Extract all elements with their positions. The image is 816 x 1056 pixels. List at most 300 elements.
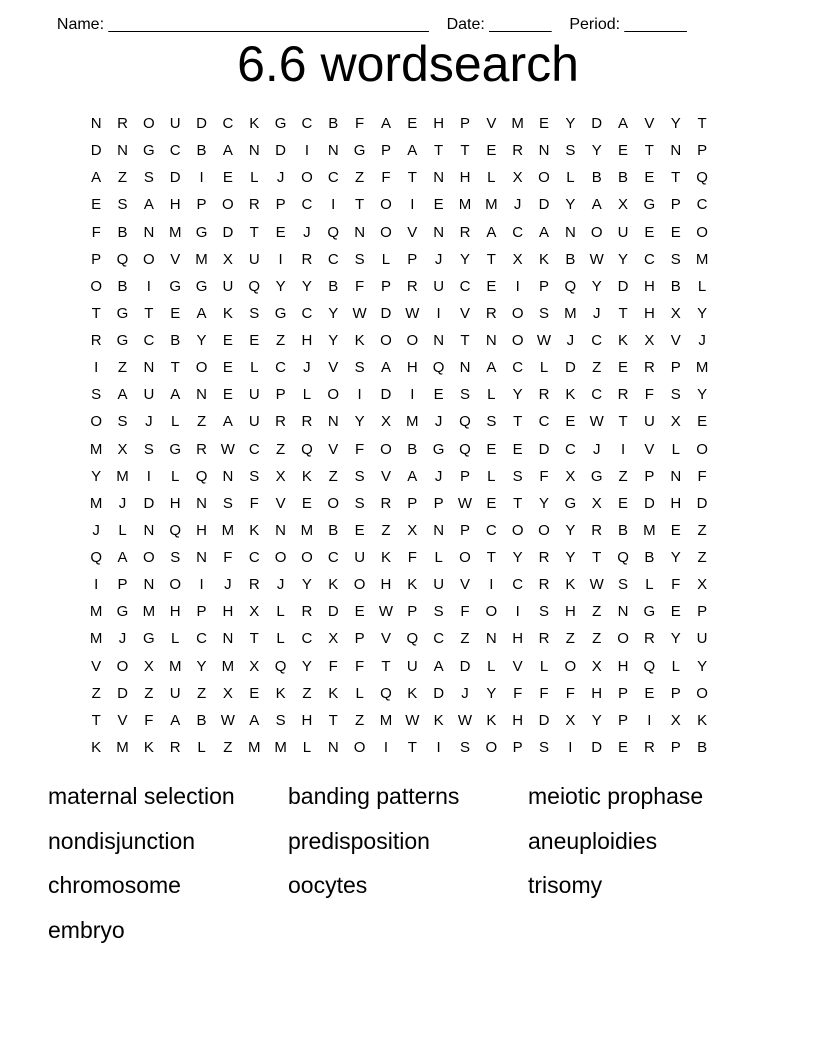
grid-letter[interactable]: Z [565, 630, 575, 648]
grid-letter[interactable]: I [357, 386, 362, 404]
grid-letter[interactable]: X [249, 657, 260, 675]
grid-letter[interactable]: F [539, 684, 549, 702]
grid-letter[interactable]: X [275, 467, 286, 485]
grid-letter[interactable]: H [670, 494, 682, 512]
grid-letter[interactable]: Z [223, 738, 233, 756]
grid-letter[interactable]: E [222, 332, 233, 349]
grid-letter[interactable]: O [511, 332, 524, 349]
grid-letter[interactable]: K [249, 521, 260, 539]
grid-letter[interactable]: U [354, 549, 366, 566]
grid-letter[interactable]: R [538, 386, 550, 404]
grid-letter[interactable]: T [249, 630, 259, 648]
grid-letter[interactable]: L [671, 657, 680, 675]
grid-letter[interactable]: A [486, 359, 497, 377]
grid-letter[interactable]: W [457, 494, 473, 512]
grid-letter[interactable]: F [355, 440, 365, 458]
grid-letter[interactable]: L [671, 440, 680, 458]
grid-letter[interactable]: R [485, 304, 497, 322]
grid-letter[interactable]: P [618, 684, 629, 702]
grid-letter[interactable]: F [460, 603, 470, 621]
grid-letter[interactable]: G [353, 142, 366, 160]
grid-letter[interactable]: K [407, 684, 418, 702]
grid-letter[interactable]: F [513, 684, 523, 702]
grid-letter[interactable]: Z [592, 359, 602, 377]
grid-letter[interactable]: R [275, 413, 286, 431]
grid-letter[interactable]: G [195, 223, 208, 241]
grid-letter[interactable]: T [407, 738, 417, 756]
grid-letter[interactable]: R [248, 196, 260, 214]
grid-letter[interactable]: W [589, 576, 604, 594]
grid-letter[interactable]: S [618, 576, 629, 594]
grid-letter[interactable]: I [620, 440, 626, 458]
grid-letter[interactable]: L [250, 169, 259, 187]
grid-letter[interactable]: B [196, 142, 207, 160]
grid-letter[interactable]: J [434, 250, 443, 268]
grid-letter[interactable]: F [644, 386, 654, 404]
grid-letter[interactable]: X [670, 413, 681, 431]
grid-letter[interactable]: T [434, 142, 444, 160]
grid-letter[interactable]: J [118, 630, 127, 648]
grid-letter[interactable]: H [406, 359, 418, 377]
grid-letter[interactable]: M [695, 250, 709, 268]
grid-letter[interactable]: X [222, 250, 233, 268]
grid-letter[interactable]: P [697, 603, 708, 621]
date-field-label[interactable]: Date: _______ [446, 16, 552, 33]
grid-letter[interactable]: J [276, 169, 285, 187]
grid-letter[interactable]: C [696, 196, 708, 214]
grid-letter[interactable]: Y [539, 494, 550, 512]
grid-letter[interactable]: N [433, 223, 445, 241]
grid-letter[interactable]: N [433, 169, 445, 187]
grid-letter[interactable]: H [512, 630, 524, 648]
grid-letter[interactable]: N [222, 630, 234, 648]
grid-letter[interactable]: L [381, 250, 391, 268]
grid-letter[interactable]: A [618, 115, 629, 132]
grid-letter[interactable]: O [143, 250, 155, 268]
grid-letter[interactable]: V [512, 657, 523, 675]
grid-letter[interactable]: T [328, 711, 338, 729]
grid-letter[interactable]: N [538, 142, 550, 160]
grid-letter[interactable]: E [275, 223, 286, 241]
grid-letter[interactable]: N [670, 142, 682, 160]
grid-letter[interactable]: X [565, 467, 576, 485]
grid-letter[interactable]: V [328, 440, 339, 458]
grid-letter[interactable]: S [354, 467, 365, 485]
grid-letter[interactable]: A [222, 413, 233, 431]
grid-letter[interactable]: B [618, 169, 629, 187]
grid-letter[interactable]: Z [697, 549, 707, 566]
grid-letter[interactable]: W [589, 413, 604, 431]
grid-letter[interactable]: E [486, 440, 497, 458]
grid-letter[interactable]: A [222, 142, 233, 160]
grid-letter[interactable]: I [199, 169, 204, 187]
grid-letter[interactable]: D [591, 115, 603, 132]
grid-letter[interactable]: C [275, 359, 286, 377]
grid-letter[interactable]: K [433, 711, 444, 729]
grid-letter[interactable]: K [222, 304, 233, 322]
grid-letter[interactable]: T [381, 657, 391, 675]
grid-letter[interactable]: W [405, 711, 420, 729]
grid-letter[interactable]: L [697, 277, 707, 295]
grid-letter[interactable]: O [169, 576, 182, 594]
grid-letter[interactable]: R [380, 494, 392, 512]
grid-letter[interactable]: K [539, 250, 550, 268]
grid-letter[interactable]: F [328, 657, 338, 675]
grid-letter[interactable]: L [276, 603, 285, 621]
grid-letter[interactable]: P [459, 115, 470, 132]
grid-letter[interactable]: O [617, 630, 629, 648]
grid-letter[interactable]: T [618, 413, 628, 431]
grid-letter[interactable]: S [670, 250, 681, 268]
grid-letter[interactable]: M [116, 467, 129, 485]
grid-letter[interactable]: K [301, 467, 312, 485]
grid-letter[interactable]: J [461, 684, 469, 702]
grid-letter[interactable]: X [249, 603, 260, 621]
grid-letter[interactable]: R [591, 521, 603, 539]
grid-letter[interactable]: E [354, 521, 365, 539]
grid-letter[interactable]: C [512, 223, 524, 241]
grid-letter[interactable]: Z [196, 413, 207, 431]
grid-letter[interactable]: L [434, 549, 443, 566]
grid-letter[interactable]: H [301, 711, 313, 729]
grid-letter[interactable]: B [170, 332, 181, 349]
grid-letter[interactable]: F [565, 684, 575, 702]
grid-letter[interactable]: H [459, 169, 471, 187]
grid-letter[interactable]: C [564, 440, 576, 458]
grid-letter[interactable]: P [697, 142, 708, 160]
grid-letter[interactable]: X [565, 711, 576, 729]
grid-letter[interactable]: Q [380, 684, 392, 702]
grid-letter[interactable]: K [380, 549, 391, 566]
grid-letter[interactable]: F [91, 223, 101, 241]
grid-letter[interactable]: C [327, 250, 339, 268]
grid-letter[interactable]: D [143, 494, 155, 512]
grid-letter[interactable]: G [116, 304, 129, 322]
grid-letter[interactable]: R [538, 549, 550, 566]
grid-letter[interactable]: M [695, 359, 709, 377]
grid-letter[interactable]: N [196, 494, 207, 512]
grid-letter[interactable]: O [511, 521, 524, 539]
grid-letter[interactable]: Q [432, 359, 445, 377]
grid-letter[interactable]: C [248, 440, 260, 458]
grid-letter[interactable]: O [380, 196, 392, 214]
grid-letter[interactable]: G [274, 304, 287, 322]
grid-letter[interactable]: R [538, 576, 550, 594]
grid-letter[interactable]: O [538, 521, 550, 539]
grid-letter[interactable]: Q [406, 630, 419, 648]
grid-letter[interactable]: N [459, 359, 471, 377]
grid-letter[interactable]: M [485, 196, 498, 214]
grid-letter[interactable]: F [355, 277, 365, 295]
grid-letter[interactable]: H [591, 684, 603, 702]
grid-letter[interactable]: E [486, 142, 497, 160]
grid-letter[interactable]: Q [274, 657, 287, 675]
grid-letter[interactable]: N [327, 142, 339, 160]
grid-letter[interactable]: R [196, 440, 207, 458]
grid-letter[interactable]: J [224, 576, 232, 594]
grid-letter[interactable]: A [407, 142, 418, 160]
grid-letter[interactable]: T [460, 332, 470, 349]
grid-letter[interactable]: N [275, 521, 286, 539]
grid-letter[interactable]: I [515, 277, 520, 295]
grid-letter[interactable]: Y [697, 304, 708, 322]
grid-letter[interactable]: L [645, 576, 654, 594]
grid-letter[interactable]: O [353, 576, 366, 594]
grid-letter[interactable]: A [117, 386, 128, 404]
grid-letter[interactable]: O [564, 657, 577, 675]
grid-letter[interactable]: B [328, 521, 339, 539]
grid-letter[interactable]: E [249, 684, 260, 702]
grid-letter[interactable]: Y [670, 549, 681, 566]
grid-letter[interactable]: Y [486, 684, 497, 702]
grid-letter[interactable]: M [89, 494, 103, 512]
grid-letter[interactable]: P [196, 196, 207, 214]
grid-letter[interactable]: B [196, 711, 207, 729]
grid-letter[interactable]: E [222, 169, 233, 187]
grid-letter[interactable]: T [249, 223, 259, 241]
grid-letter[interactable]: X [143, 657, 154, 675]
grid-letter[interactable]: T [355, 196, 365, 214]
grid-letter[interactable]: W [220, 711, 235, 729]
grid-letter[interactable]: K [354, 332, 365, 349]
grid-letter[interactable]: K [565, 386, 576, 404]
grid-letter[interactable]: L [302, 738, 312, 756]
grid-letter[interactable]: Z [355, 169, 365, 187]
grid-letter[interactable]: E [618, 359, 629, 377]
grid-letter[interactable]: L [197, 738, 206, 756]
grid-letter[interactable]: S [249, 467, 260, 485]
grid-letter[interactable]: V [117, 711, 128, 729]
grid-letter[interactable]: E [249, 332, 260, 349]
grid-letter[interactable]: J [434, 413, 443, 431]
grid-letter[interactable]: N [485, 630, 497, 648]
grid-letter[interactable]: V [644, 115, 655, 132]
grid-letter[interactable]: I [94, 576, 99, 594]
grid-letter[interactable]: S [354, 494, 365, 512]
grid-letter[interactable]: Y [618, 250, 629, 268]
grid-letter[interactable]: M [221, 521, 235, 539]
grid-letter[interactable]: I [436, 304, 441, 322]
grid-letter[interactable]: A [196, 304, 207, 322]
grid-letter[interactable]: C [512, 359, 524, 377]
grid-letter[interactable]: K [328, 576, 339, 594]
grid-letter[interactable]: D [117, 684, 128, 702]
grid-letter[interactable]: E [407, 115, 418, 132]
grid-letter[interactable]: O [143, 115, 155, 132]
grid-letter[interactable]: L [171, 467, 180, 485]
grid-letter[interactable]: N [196, 386, 207, 404]
grid-letter[interactable]: Y [512, 386, 523, 404]
grid-letter[interactable]: X [644, 332, 655, 349]
grid-letter[interactable]: U [248, 386, 260, 404]
grid-letter[interactable]: I [146, 277, 151, 295]
grid-letter[interactable]: X [512, 169, 523, 187]
grid-letter[interactable]: H [380, 576, 392, 594]
grid-letter[interactable]: B [697, 738, 708, 756]
grid-letter[interactable]: E [670, 603, 681, 621]
grid-letter[interactable]: J [303, 223, 311, 241]
grid-letter[interactable]: E [486, 494, 497, 512]
grid-letter[interactable]: F [407, 549, 417, 566]
grid-letter[interactable]: S [143, 169, 154, 187]
grid-letter[interactable]: Y [697, 386, 708, 404]
grid-letter[interactable]: X [618, 196, 629, 214]
grid-letter[interactable]: G [169, 440, 182, 458]
grid-letter[interactable]: S [117, 413, 128, 431]
grid-letter[interactable]: N [617, 603, 629, 621]
grid-letter[interactable]: H [564, 603, 576, 621]
grid-letter[interactable]: D [380, 304, 392, 322]
grid-letter[interactable]: M [168, 657, 182, 675]
grid-letter[interactable]: X [380, 413, 391, 431]
grid-letter[interactable]: Q [564, 277, 577, 295]
grid-letter[interactable]: X [591, 657, 602, 675]
grid-letter[interactable]: Y [328, 304, 339, 322]
grid-letter[interactable]: G [143, 630, 155, 648]
grid-letter[interactable]: R [248, 576, 260, 594]
grid-letter[interactable]: D [643, 494, 655, 512]
grid-letter[interactable]: E [618, 494, 629, 512]
grid-letter[interactable]: D [222, 223, 234, 241]
grid-letter[interactable]: Q [169, 521, 182, 539]
grid-letter[interactable]: S [539, 304, 550, 322]
grid-letter[interactable]: A [249, 711, 260, 729]
grid-letter[interactable]: P [618, 711, 629, 729]
grid-letter[interactable]: E [433, 386, 444, 404]
grid-letter[interactable]: Z [196, 684, 207, 702]
grid-letter[interactable]: N [327, 413, 339, 431]
grid-letter[interactable]: M [406, 413, 419, 431]
grid-letter[interactable]: S [354, 359, 365, 377]
grid-letter[interactable]: H [169, 494, 181, 512]
grid-letter[interactable]: J [92, 521, 100, 539]
grid-letter[interactable]: Z [117, 169, 128, 187]
grid-letter[interactable]: W [536, 332, 552, 349]
grid-letter[interactable]: H [643, 304, 655, 322]
grid-letter[interactable]: Y [354, 413, 365, 431]
grid-letter[interactable]: P [539, 277, 550, 295]
grid-letter[interactable]: N [143, 223, 155, 241]
grid-letter[interactable]: O [327, 494, 340, 512]
grid-letter[interactable]: M [247, 738, 261, 756]
grid-letter[interactable]: I [489, 576, 494, 594]
grid-letter[interactable]: C [301, 196, 313, 214]
grid-letter[interactable]: A [91, 169, 102, 187]
grid-letter[interactable]: N [90, 115, 102, 132]
grid-letter[interactable]: J [566, 332, 575, 349]
grid-letter[interactable]: S [354, 250, 365, 268]
grid-letter[interactable]: X [591, 494, 602, 512]
grid-letter[interactable]: X [222, 684, 233, 702]
grid-letter[interactable]: Q [116, 250, 129, 268]
grid-letter[interactable]: M [379, 711, 393, 729]
grid-letter[interactable]: T [697, 115, 707, 132]
grid-letter[interactable]: O [301, 169, 313, 187]
grid-letter[interactable]: J [303, 359, 311, 377]
grid-letter[interactable]: V [91, 657, 102, 675]
grid-letter[interactable]: D [459, 657, 471, 675]
grid-letter[interactable]: K [618, 332, 629, 349]
grid-letter[interactable]: X [328, 630, 339, 648]
grid-letter[interactable]: N [564, 223, 576, 241]
grid-letter[interactable]: X [512, 250, 523, 268]
grid-letter[interactable]: N [485, 332, 497, 349]
grid-letter[interactable]: C [485, 521, 497, 539]
grid-letter[interactable]: U [406, 657, 418, 675]
grid-letter[interactable]: H [433, 115, 445, 132]
grid-letter[interactable]: J [592, 440, 601, 458]
grid-letter[interactable]: Y [328, 332, 339, 349]
grid-letter[interactable]: S [222, 494, 233, 512]
grid-letter[interactable]: S [512, 467, 523, 485]
grid-letter[interactable]: N [670, 467, 682, 485]
grid-letter[interactable]: L [302, 386, 312, 404]
grid-letter[interactable]: S [91, 386, 102, 404]
grid-letter[interactable]: D [538, 711, 550, 729]
grid-letter[interactable]: P [354, 630, 365, 648]
grid-letter[interactable]: J [276, 576, 285, 594]
grid-letter[interactable]: L [487, 467, 496, 485]
grid-letter[interactable]: O [696, 440, 708, 458]
grid-letter[interactable]: K [249, 115, 260, 132]
grid-letter[interactable]: L [276, 630, 285, 648]
grid-letter[interactable]: W [457, 711, 473, 729]
grid-letter[interactable]: Q [248, 277, 261, 295]
grid-letter[interactable]: S [539, 603, 550, 621]
grid-letter[interactable]: G [564, 494, 577, 512]
grid-letter[interactable]: M [300, 521, 314, 539]
grid-letter[interactable]: Y [275, 277, 286, 295]
grid-letter[interactable]: O [195, 359, 208, 377]
grid-letter[interactable]: K [565, 576, 576, 594]
grid-letter[interactable]: D [696, 494, 708, 512]
grid-letter[interactable]: C [459, 277, 471, 295]
grid-letter[interactable]: O [590, 223, 603, 241]
grid-letter[interactable]: A [380, 359, 391, 377]
grid-letter[interactable]: Z [618, 467, 628, 485]
grid-letter[interactable]: N [222, 467, 234, 485]
grid-letter[interactable]: E [222, 386, 233, 404]
grid-letter[interactable]: E [697, 413, 708, 431]
grid-letter[interactable]: X [117, 440, 128, 458]
grid-letter[interactable]: B [328, 277, 339, 295]
grid-letter[interactable]: A [117, 549, 128, 566]
grid-letter[interactable]: R [90, 332, 102, 349]
grid-letter[interactable]: T [513, 494, 523, 512]
grid-letter[interactable]: F [355, 657, 365, 675]
grid-letter[interactable]: L [171, 413, 180, 431]
grid-letter[interactable]: J [592, 304, 601, 322]
grid-letter[interactable]: I [331, 196, 336, 214]
grid-letter[interactable]: O [353, 738, 366, 756]
grid-letter[interactable]: G [116, 603, 129, 621]
grid-letter[interactable]: G [143, 142, 155, 160]
grid-letter[interactable]: R [512, 142, 524, 160]
grid-letter[interactable]: K [91, 738, 102, 756]
grid-letter[interactable]: R [301, 603, 313, 621]
grid-letter[interactable]: P [407, 250, 418, 268]
grid-letter[interactable]: E [512, 440, 523, 458]
grid-letter[interactable]: N [196, 549, 207, 566]
grid-letter[interactable]: Q [327, 223, 340, 241]
grid-letter[interactable]: Y [670, 630, 681, 648]
grid-letter[interactable]: C [196, 630, 207, 648]
grid-letter[interactable]: E [486, 277, 497, 295]
grid-letter[interactable]: O [90, 277, 102, 295]
grid-letter[interactable]: P [91, 250, 102, 268]
grid-letter[interactable]: G [116, 332, 129, 349]
grid-letter[interactable]: Z [275, 440, 286, 458]
